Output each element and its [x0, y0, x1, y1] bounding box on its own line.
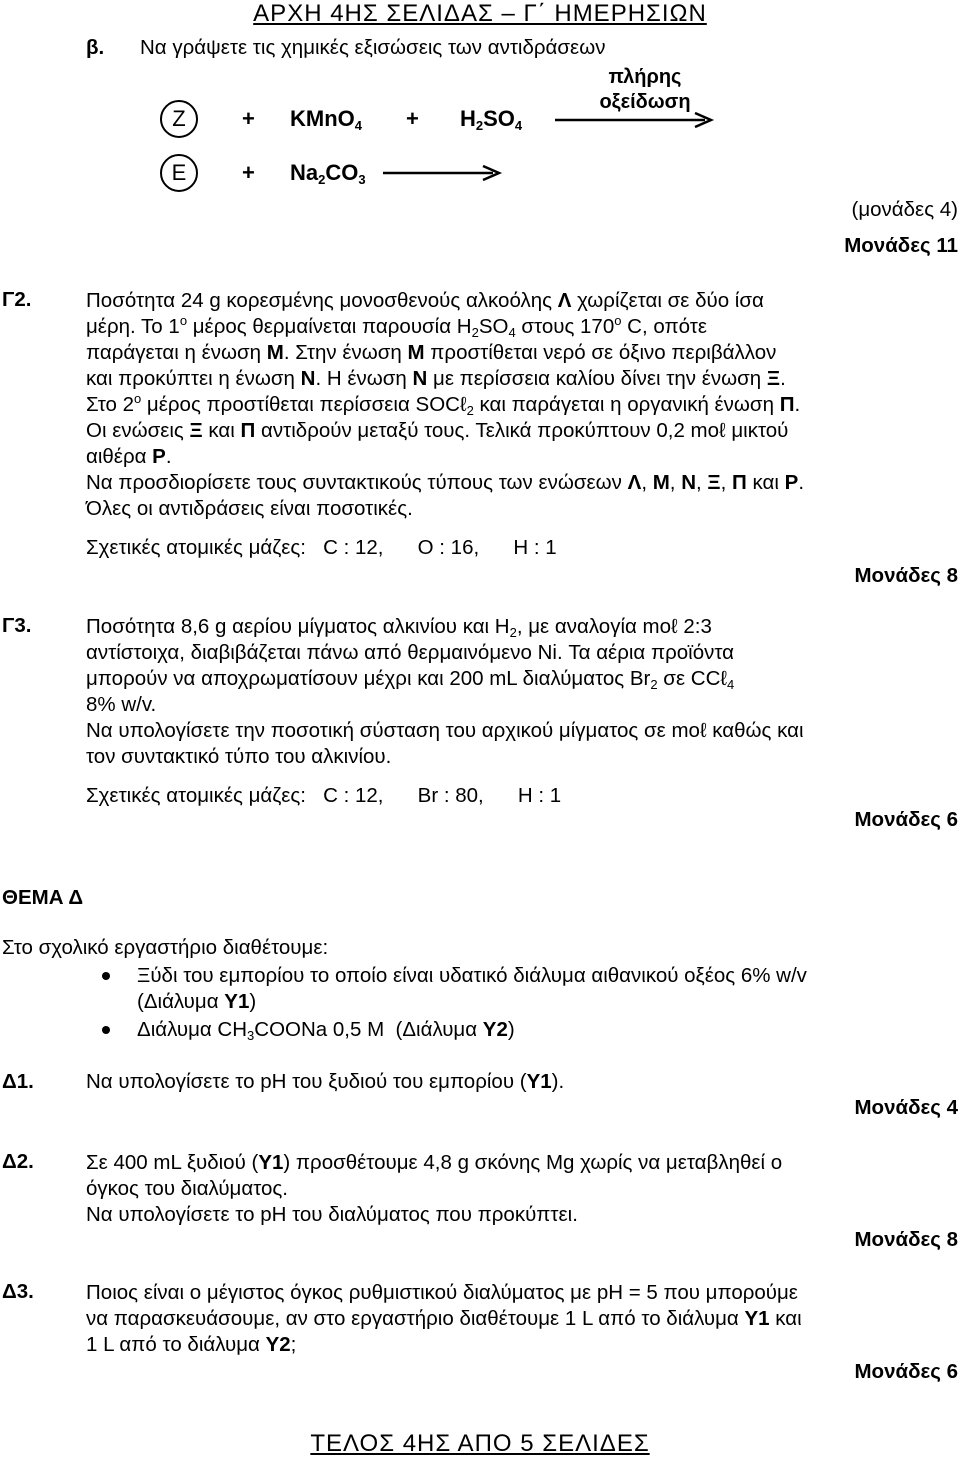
d3-line-1: Ποιος είναι ο μέγιστος όγκος ρυθμιστικού διαλύματος με pH = 5 που μπορούμε — [86, 1281, 798, 1304]
g2-line-7: αιθέρα Ρ. — [86, 445, 172, 468]
arrow-label-top: πλήρης — [608, 66, 682, 88]
g2-line-4: και προκύπτει η ένωση Ν. Η ένωση Ν με περίσσεια καλίου δίνει την ένωση Ξ. — [86, 367, 786, 390]
solution-y2: Διάλυμα $CH_3COONa$ 0,5 M (Διάλυμα Υ2) — [137, 1018, 515, 1043]
d2-line-2: όγκος του διαλύματος. — [86, 1177, 288, 1200]
d3-label: Δ3. — [2, 1280, 34, 1303]
g3-label: Γ3. — [2, 614, 32, 637]
theme-d-title: ΘΕΜΑ Δ — [2, 886, 84, 909]
g2-line-9: Όλες οι αντιδράσεις είναι ποσοτικές. — [86, 497, 413, 520]
d3-line-3: 1 L από το διάλυμα Υ2; — [86, 1333, 297, 1356]
g2-line-5: Στο $2^o$ μέρος προστίθεται περίσσεια SOCℓ$_2$ και παράγεται η οργανική ένωση Π. — [86, 391, 801, 418]
g3-line-5: Να υπολογίσετε την ποσοτική σύσταση του αρχικού μίγματος σε moℓ καθώς και — [86, 719, 804, 742]
compound-e-circle: E — [160, 154, 198, 192]
solution-y1-line-1: Ξύδι του εμπορίου το οποίο είναι υδατικό διάλυμα αιθανικού οξέος 6% w/v — [137, 964, 807, 987]
g3-line-4: 8% w/v. — [86, 693, 157, 716]
g3-line-3: μπορούν να αποχρωματίσουν μέχρι και 200 mL διαλύματος $Br_2$ σε CCℓ$_4$ — [86, 667, 735, 692]
g3-line-6: τον συντακτικό τύπο του αλκινίου. — [86, 745, 392, 768]
g2-line-1: Ποσότητα 24 g κορεσμένης μονοσθενούς αλκοόλης Λ χωρίζεται σε δύο ίσα — [86, 289, 764, 312]
g2-text — [86, 288, 960, 522]
g2-label: Γ2. — [2, 288, 32, 311]
arrow-label-bottom: οξείδωση — [599, 91, 691, 113]
d2-line-3: Να υπολογίσετε το pH του διαλύματος που προκύπτει. — [86, 1203, 578, 1226]
plus-sign: + — [242, 106, 255, 131]
bullet-icon — [102, 1026, 110, 1034]
g3-line-2: αντίστοιχα, διαβιβάζεται πάνω από θερμαινόμενο Ni. Τα αέρια προϊόντα — [86, 641, 735, 664]
theme-d-intro: Στο σχολικό εργαστήριο διαθέτουμε: — [2, 936, 329, 959]
reagent-h2so4: $H_2SO_4$ — [460, 106, 523, 133]
d2-label: Δ2. — [2, 1150, 34, 1173]
d2-text — [86, 1150, 960, 1228]
beta-total-marks: Μονάδες 11 — [844, 234, 958, 257]
bullet-icon — [102, 972, 110, 980]
g3-text — [86, 614, 960, 770]
d3-marks: Μονάδες 6 — [854, 1360, 958, 1383]
g3-marks: Μονάδες 6 — [854, 808, 958, 831]
g2-line-3: παράγεται η ένωση Μ. Στην ένωση Μ προστίθεται νερό σε όξινο περιβάλλον — [86, 341, 777, 364]
d1-text: Να υπολογίσετε το pH του ξυδιού του εμπορίου (Υ1). — [86, 1070, 565, 1093]
plus-sign: + — [242, 160, 255, 185]
reaction-arrow-1 — [555, 110, 715, 130]
g2-atomic-masses: Σχετικές ατομικές μάζες: C : 12, O : 16, H : 1 — [86, 536, 557, 559]
beta-text: Να γράψετε τις χημικές εξισώσεις των αντιδράσεων — [140, 36, 606, 59]
reagent-kmno4: KMnO$_4$ — [290, 106, 362, 133]
reagent-na2co3: $Na_2CO_3$ — [290, 160, 366, 187]
solution-y1-line-2: (Διάλυμα Υ1) — [137, 990, 257, 1013]
g2-line-8: Να προσδιορίσετε τους συντακτικούς τύπους των ενώσεων Λ, Μ, Ν, Ξ, Π και Ρ. — [86, 471, 805, 494]
g2-line-6: Οι ενώσεις Ξ και Π αντιδρούν μεταξύ τους. Τελικά προκύπτουν 0,2 moℓ μικτού — [86, 419, 789, 442]
page-footer: ΤΕΛΟΣ 4ΗΣ ΑΠΟ 5 ΣΕΛΙΔΕΣ — [310, 1430, 650, 1457]
compound-z-circle: Z — [160, 100, 198, 138]
reaction-arrow-2 — [383, 163, 503, 183]
d2-line-1: Σε 400 mL ξυδιού (Υ1) προσθέτουμε 4,8 g σκόνης Mg χωρίς να μεταβληθεί ο — [86, 1151, 783, 1174]
d2-marks: Μονάδες 8 — [854, 1228, 958, 1251]
d1-marks: Μονάδες 4 — [854, 1096, 958, 1119]
d3-line-2: να παρασκευάσουμε, αν στο εργαστήριο διαθέτουμε 1 L από το διάλυμα Υ1 και — [86, 1307, 802, 1330]
beta-points: (μονάδες 4) — [851, 198, 958, 221]
g3-atomic-masses: Σχετικές ατομικές μάζες: C : 12, Br : 80, H : 1 — [86, 784, 562, 807]
page-header: ΑΡΧΗ 4ΗΣ ΣΕΛΙΔΑΣ – Γ΄ ΗΜΕΡΗΣΙΩΝ — [253, 0, 707, 27]
plus-sign: + — [406, 106, 419, 131]
beta-label: β. — [86, 36, 105, 59]
d3-text — [86, 1280, 960, 1358]
g2-marks: Μονάδες 8 — [854, 564, 958, 587]
g2-line-2: μέρη. Το $1^o$ μέρος θερμαίνεται παρουσία $H_2SO_4$ στους $170^o$ C, οπότε — [86, 313, 707, 340]
g3-line-1: Ποσότητα 8,6 g αερίου μίγματος αλκινίου και $H_2$, με αναλογία moℓ 2:3 — [86, 615, 712, 640]
d1-label: Δ1. — [2, 1070, 34, 1093]
